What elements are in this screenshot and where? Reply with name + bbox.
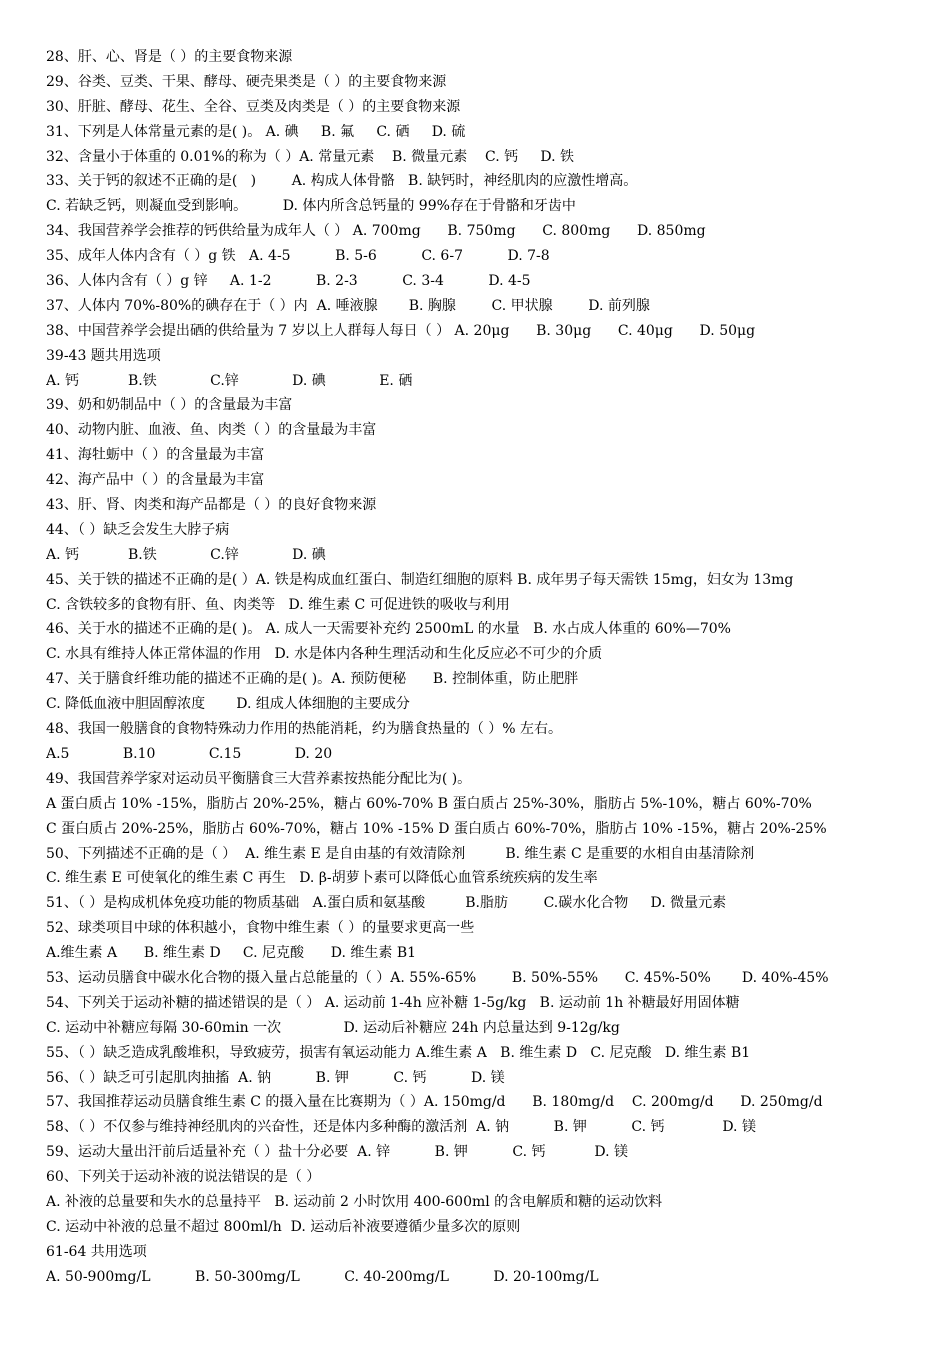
text-line: A. 钙 B.铁 C.锌 D. 碘 — [46, 546, 326, 563]
text-line: 48、我国一般膳食的食物特殊动力作用的热能消耗，约为膳食热量的（ ）% 左右。 — [46, 721, 563, 738]
text-line: 35、成年人体内含有（ ）g 铁 A. 4-5 B. 5-6 C. 6-7 D. 7-8 — [46, 248, 550, 265]
text-line: 31、下列是人体常量元素的是( )。 A. 碘 B. 氟 C. 硒 D. 硫 — [46, 123, 466, 140]
text-line: 52、球类项目中球的体积越小，食物中维生素（ ）的量要求更高一些 — [46, 920, 475, 937]
text-line: 49、我国营养学家对运动员平衡膳食三大营养素按热能分配比为( )。 — [46, 770, 472, 787]
text-line: A.5 B.10 C.15 D. 20 — [46, 745, 333, 762]
text-line: 33、关于钙的叙述不正确的是( ) A. 构成人体骨骼 B. 缺钙时，神经肌肉的应激性增高。 — [46, 173, 638, 190]
text-line: 30、肝脏、酵母、花生、全谷、豆类及肉类是（ ）的主要食物来源 — [46, 98, 461, 115]
text-line: 36、人体内含有（ ）g 锌 A. 1-2 B. 2-3 C. 3-4 D. 4-5 — [46, 273, 531, 290]
text-line: C. 含铁较多的食物有肝、鱼、肉类等 D. 维生素 C 可促进铁的吸收与利用 — [46, 596, 510, 613]
text-line: C. 降低血液中胆固醇浓度 D. 组成人体细胞的主要成分 — [46, 696, 410, 713]
text-line: 55、（ ）缺乏造成乳酸堆积，导致疲劳，损害有氧运动能力 A.维生素 A B. 维生素 D C. 尼克酸 D. 维生素 B1 — [46, 1044, 751, 1061]
text-line: C. 维生素 E 可使氧化的维生素 C 再生 D. β-胡萝卜素可以降低心血管系统疾病的发生率 — [46, 870, 598, 887]
text-line: C. 运动中补糖应每隔 30-60min 一次 D. 运动后补糖应 24h 内总量达到 9-12g/kg — [46, 1019, 620, 1036]
text-line: 42、海产品中（ ）的含量最为丰富 — [46, 472, 265, 489]
text-line: 45、关于铁的描述不正确的是( ）A. 铁是构成血红蛋白、制造红细胞的原料 B. 成年男子每天需铁 15mg，妇女为 13mg — [46, 571, 794, 588]
text-line: C. 运动中补液的总量不超过 800ml/h D. 运动后补液要遵循少量多次的原则 — [46, 1218, 521, 1235]
text-line: 60、下列关于运动补液的说法错误的是（ ） — [46, 1169, 321, 1186]
text-line: 56、（ ）缺乏可引起肌肉抽搐 A. 钠 B. 钾 C. 钙 D. 镁 — [46, 1069, 505, 1086]
text-line: C. 若缺乏钙，则凝血受到影响。 D. 体内所含总钙量的 99%存在于骨骼和牙齿中 — [46, 198, 576, 215]
text-line: C. 水具有维持人体正常体温的作用 D. 水是体内各种生理活动和生化反应必不可少的介质 — [46, 646, 603, 663]
text-line: A. 50-900mg/L B. 50-300mg/L C. 40-200mg/L D. 20-100mg/L — [46, 1268, 599, 1285]
text-line: 53、运动员膳食中碳水化合物的摄入量占总能量的（ ）A. 55%-65% B. 50%-55% C. 45%-50% D. 40%-45% — [46, 969, 829, 986]
text-line: 40、动物内脏、血液、鱼、肉类（ ）的含量最为丰富 — [46, 422, 377, 439]
text-line: 38、中国营养学会提出硒的供给量为 7 岁以上人群每人每日（ ） A. 20μg B. 30μg C. 40μg D. 50μg — [46, 322, 756, 339]
text-line: A. 钙 B.铁 C.锌 D. 碘 E. 硒 — [46, 372, 413, 389]
text-line: 43、肝、肾、肉类和海产品都是（ ）的良好食物来源 — [46, 497, 377, 514]
text-line: 32、含量小于体重的 0.01%的称为（ ）A. 常量元素 B. 微量元素 C. 钙 D. 铁 — [46, 148, 574, 165]
text-line: C 蛋白质占 20%-25%，脂肪占 60%-70%，糖占 10% -15% D 蛋白质占 60%-70%，脂肪占 10% -15%，糖占 20%-25% — [46, 820, 827, 837]
text-line: 44、（ ）缺乏会发生大脖子病 — [46, 521, 230, 538]
text-line: 39、奶和奶制品中（ ）的含量最为丰富 — [46, 397, 293, 414]
text-line: 58、（ ）不仅参与维持神经肌肉的兴奋性，还是体内多种酶的激活剂 A. 钠 B. 钾 C. 钙 D. 镁 — [46, 1119, 756, 1136]
text-line: 34、我国营养学会推荐的钙供给量为成年人（ ） A. 700mg B. 750mg C. 800mg D. 850mg — [46, 223, 706, 240]
text-line: 50、下列描述不正确的是（ ） A. 维生素 E 是自由基的有效清除剂 B. 维生素 C 是重要的水相自由基清除剂 — [46, 845, 755, 862]
text-line: 51、（ ）是构成机体免疫功能的物质基础 A.蛋白质和氨基酸 B.脂肪 C.碳水化合物 D. 微量元素 — [46, 895, 727, 912]
text-line: 29、谷类、豆类、干果、酵母、硬壳果类是（ ）的主要食物来源 — [46, 73, 447, 90]
text-line: 37、人体内 70%-80%的碘存在于（ ）内 A. 唾液腺 B. 胸腺 C. 甲状腺 D. 前列腺 — [46, 297, 650, 314]
text-line: 41、海牡蛎中（ ）的含量最为丰富 — [46, 447, 265, 464]
text-line: A 蛋白质占 10% -15%，脂肪占 20%-25%，糖占 60%-70% B 蛋白质占 25%-30%，脂肪占 5%-10%，糖占 60%-70% — [46, 795, 812, 812]
text-line: A. 补液的总量要和失水的总量持平 B. 运动前 2 小时饮用 400-600ml 的含电解质和糖的运动饮料 — [46, 1193, 663, 1210]
text-line: 59、运动大量出汗前后适量补充（ ）盐十分必要 A. 锌 B. 钾 C. 钙 D. 镁 — [46, 1144, 629, 1161]
text-line: 47、关于膳食纤维功能的描述不正确的是( )。A. 预防便秘 B. 控制体重，防止肥胖 — [46, 671, 579, 688]
text-line: A.维生素 A B. 维生素 D C. 尼克酸 D. 维生素 B1 — [46, 945, 417, 962]
text-line: 61-64 共用选项 — [46, 1243, 147, 1260]
text-line: 57、我国推荐运动员膳食维生素 C 的摄入量在比赛期为（ ）A. 150mg/d B. 180mg/d C. 200mg/d D. 250mg/d — [46, 1094, 823, 1111]
text-line: 39-43 题共用选项 — [46, 347, 161, 364]
text-line: 46、关于水的描述不正确的是( )。 A. 成人一天需要补充约 2500mL 的水量 B. 水占成人体重的 60%—70% — [46, 621, 731, 638]
text-line: 28、肝、心、肾是（ ）的主要食物来源 — [46, 49, 293, 65]
text-line: 54、下列关于运动补糖的描述错误的是（ ） A. 运动前 1-4h 应补糖 1-5g/kg B. 运动前 1h 补糖最好用固体糖 — [46, 994, 740, 1011]
